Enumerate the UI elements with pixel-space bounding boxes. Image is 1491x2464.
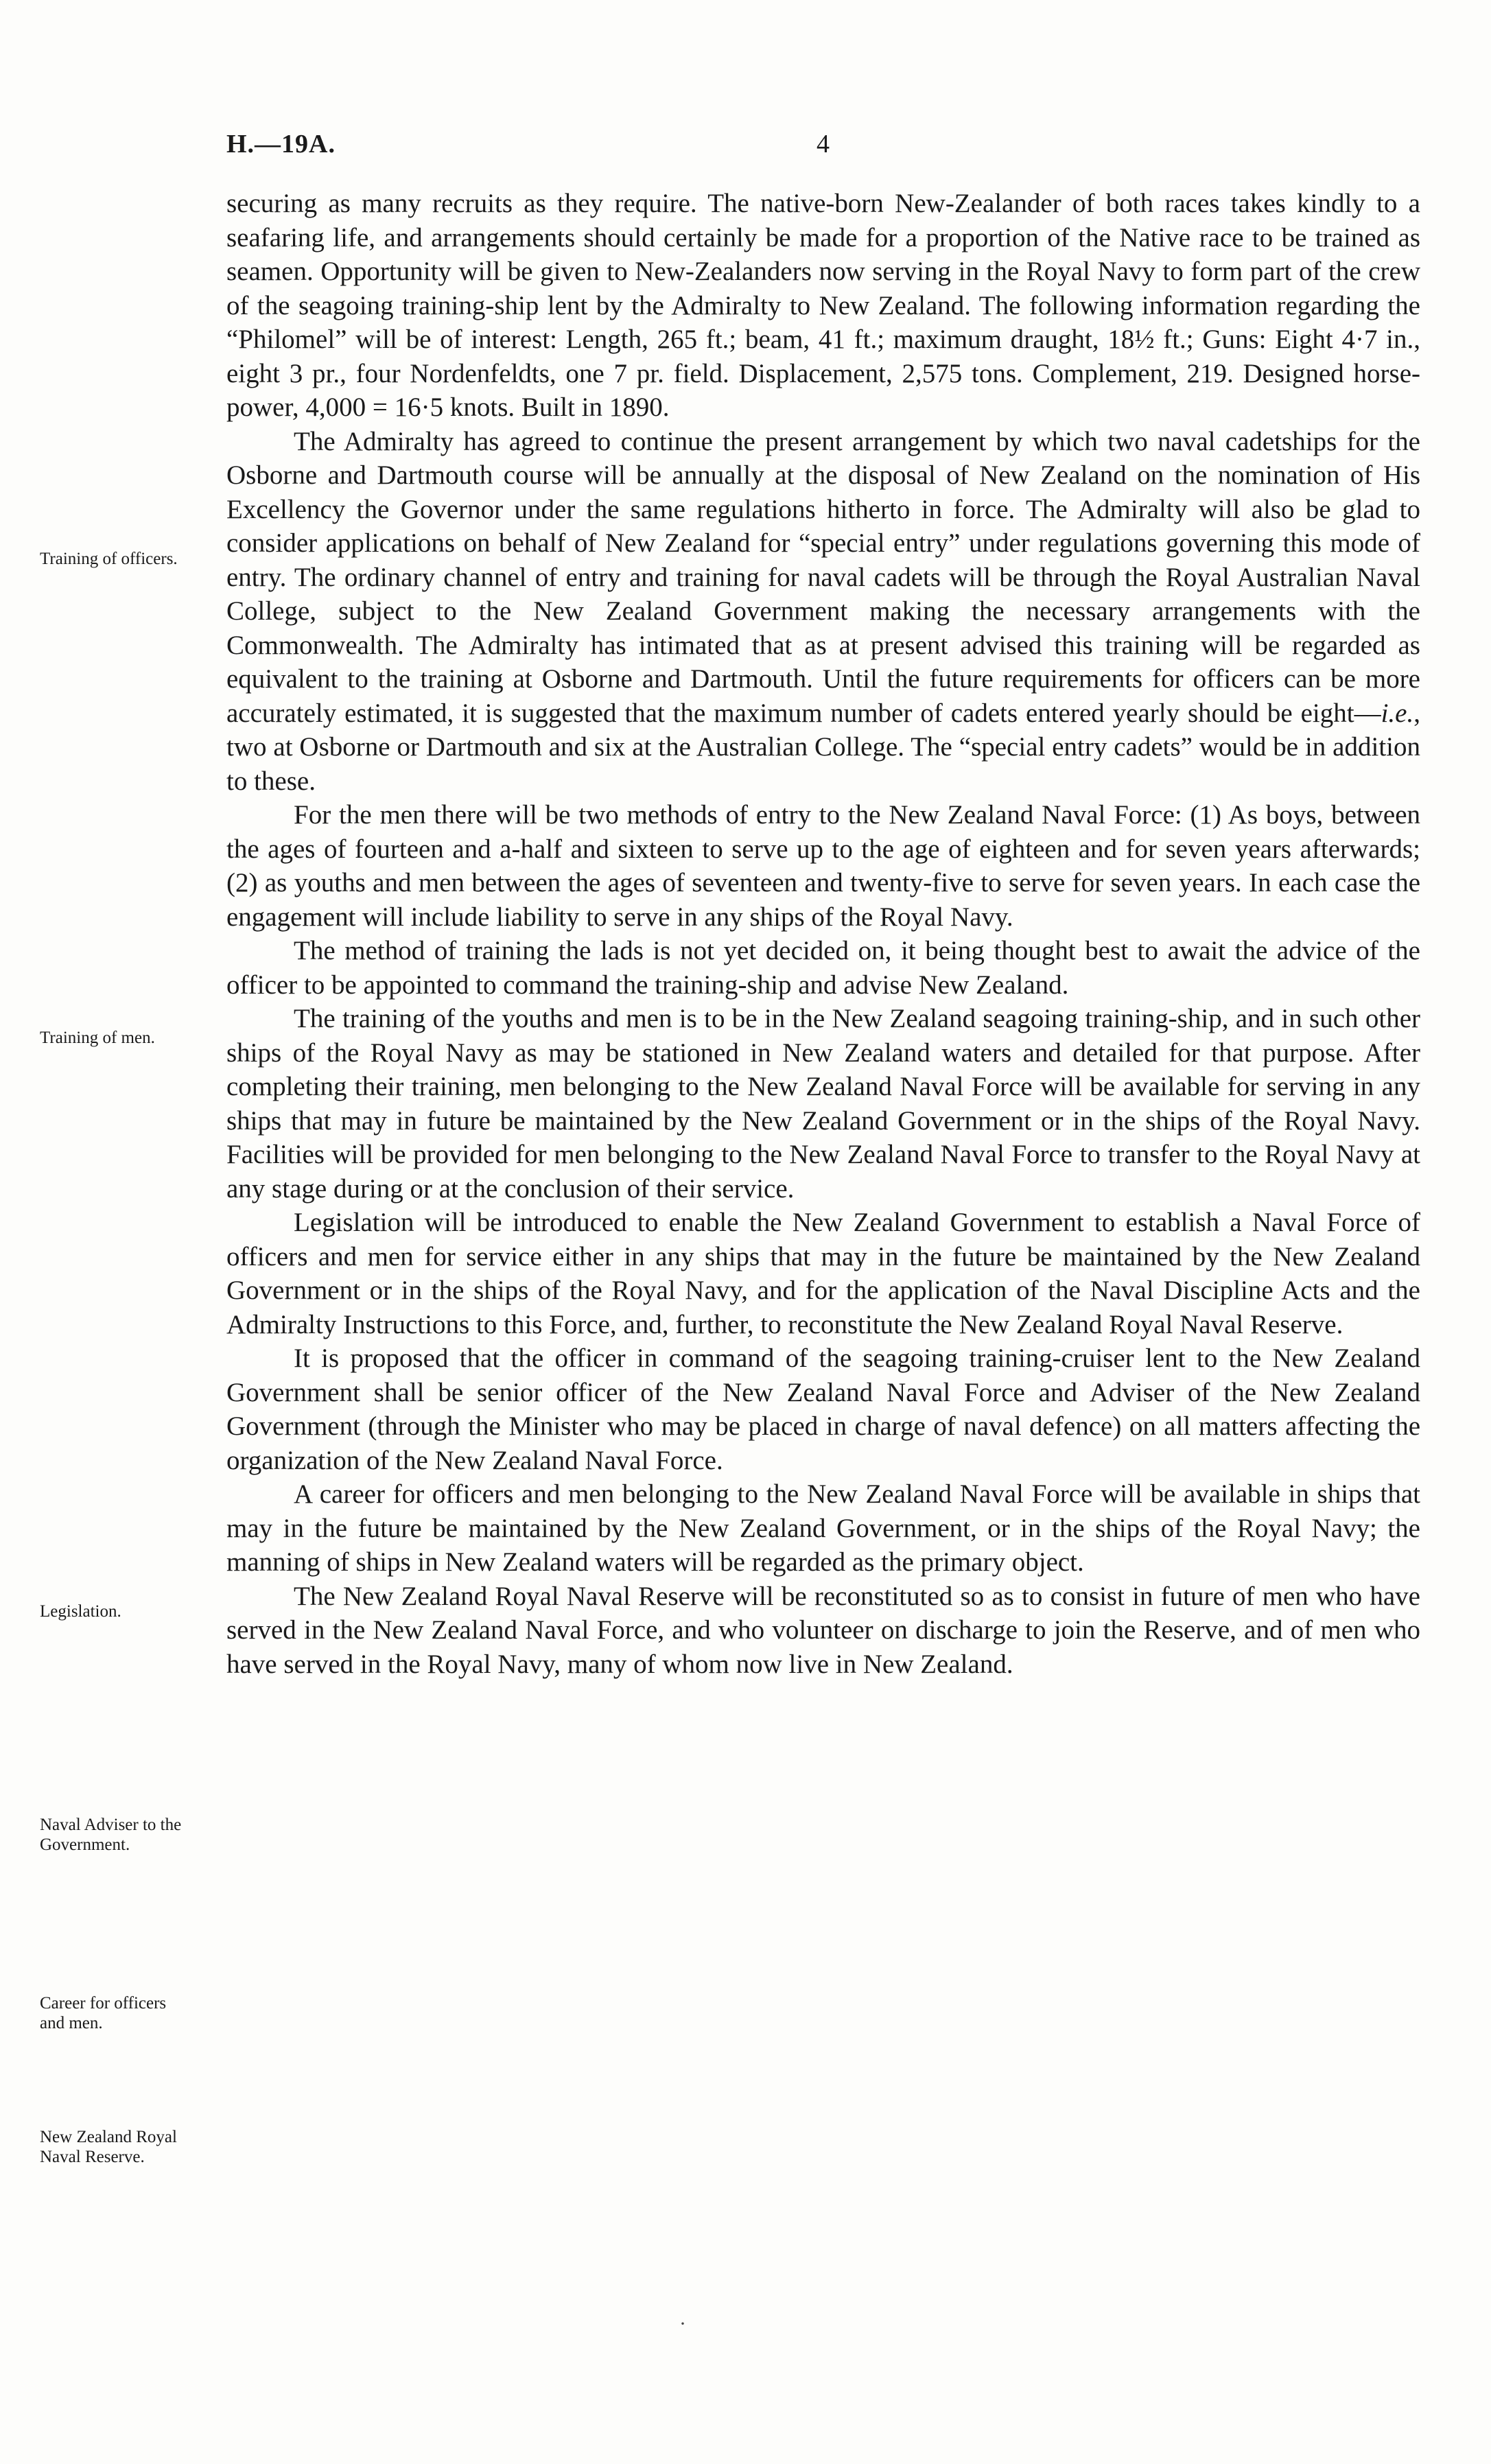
print-speck: · (679, 2312, 686, 2335)
page-header (226, 129, 1420, 170)
paragraph-youths-training: The training of the youths and men is to be in the New Zealand seagoing training-ship, and in such other ships of the Royal Navy as may be stationed in New Zealand waters and detailed for that purpose. After completing their training, men belonging to the New Zealand Naval Force will be available for serving in any ships that may in future be maintained by the New Zealand Government or in the ships of the Royal Navy. Facilities will be provided for men belonging to the New Zealand Naval Force to transfer to the Royal Navy at any stage during or at the conclusion of their service. (226, 1004, 1420, 1204)
paragraph-training-men: For the men there will be two methods of entry to the New Zealand Naval Force: (1) As boys, between the ages of fourteen and a-half and sixteen to serve up to the age of eighteen and for seven years afterwards; (2) as youths and men between the ages of seventeen and twenty-five to serve for seven years. In each case the engagement will include liability to serve in any ships of the Royal Navy. (226, 800, 1420, 932)
paragraph-legislation: Legislation will be introduced to enable the New Zealand Government to establish a Naval Force of officers and men for service either in any ships that may in the future be maintained by the New Zealand Government or in the ships of the Royal Navy, and for the application of the Naval Discipline Acts and the Admiralty Instructions to this Force, and, further, to reconstitute the New Zealand Royal Naval Reserve. (226, 1208, 1420, 1339)
italic-ie: i.e. (1381, 698, 1414, 728)
document-code: H.—19A. (226, 130, 336, 159)
margin-note-training-men: Training of men. (40, 1029, 155, 1047)
margin-note-naval-adviser: Naval Adviser to the Government. (40, 1816, 182, 1854)
margin-note-career: Career for officers and men. (40, 1994, 167, 2032)
paragraph-lads-training: The method of training the lads is not yet decided on, it being thought best to await the advice of the officer to be appointed to command the training-ship and advise New Zealand. (226, 936, 1420, 1000)
margin-note-reserve: New Zealand Royal Naval Reserve. (40, 2128, 177, 2166)
paragraph-text: The Admiralty has agreed to continue the present arrangement by which two naval cadetships for the Osborne and Dartmouth course will be annually at the disposal of New Zealand on the nomination of His Excellency the Governor under the same regulations hitherto in force. The Admiralty will also be glad to consider applications on behalf of New Zealand for “special entry” under regulations governing this mode of entry. The ordinary channel of entry and training for naval cadets will be through the Royal Australian Naval College, subject to the New Zealand Government making the necessary arrangements with the Commonwealth. The Admiralty has intimated that as at present advised this training will be regarded as equivalent to the training at Osborne and Dartmouth. Until the future requirements for officers can be more accurately estimated, it is suggested that the maximum number of cadets entered yearly should be eight— (226, 426, 1420, 728)
paragraph-text-end: , two at Osborne or Dartmouth and six at the Australian College. The “special entry cadets” would be in addition to these. (226, 698, 1420, 796)
paragraph-reserve: The New Zealand Royal Naval Reserve will be reconstituted so as to consist in future of men who have served in the New Zealand Naval Force, and who volunteer on discharge to join the Reserve, and of men who have served in the Royal Navy, many of whom now live in New Zealand. (226, 1581, 1420, 1679)
paragraph-philomel: securing as many recruits as they require. The native-born New-Zealander of both races takes kindly to a seafaring life, and arrangements should certainly be made for a proportion of the Native race to be trained as seamen. Opportunity will be given to New-Zealanders now serving in the Royal Navy to form part of the crew of the seagoing training-ship lent by the Admiralty to New Zealand. The following information regarding the “Philomel” will be of interest: Length, 265 ft.; beam, 41 ft.; maximum draught, 18½ ft.; Guns: Eight 4·7 in., eight 3 pr., four Nordenfeldts, one 7 pr. field. Displacement, 2,575 tons. Complement, 219. Designed horse-power, 4,000 = 16·5 knots. Built in 1890. (226, 189, 1420, 422)
page-number: 4 (817, 130, 830, 159)
document-body (226, 187, 1420, 1681)
margin-note-training-officers: Training of officers. (40, 550, 178, 568)
paragraph-naval-adviser: It is proposed that the officer in command of the seagoing training-cruiser lent to the New Zealand Government shall be senior officer of the New Zealand Naval Force and Adviser of the New Zealand Government (through the Minister who may be placed in charge of naval defence) on all matters affecting the organization of the New Zealand Naval Force. (226, 1344, 1420, 1475)
margin-note-legislation: Legislation. (40, 1602, 121, 1621)
paragraph-career: A career for officers and men belonging to the New Zealand Naval Force will be available in ships that may in the future be maintained by the New Zealand Government, or in the ships of the Royal Navy; the manning of ships in New Zealand waters will be regarded as the primary object. (226, 1479, 1420, 1577)
paragraph-training-officers (226, 425, 1420, 799)
